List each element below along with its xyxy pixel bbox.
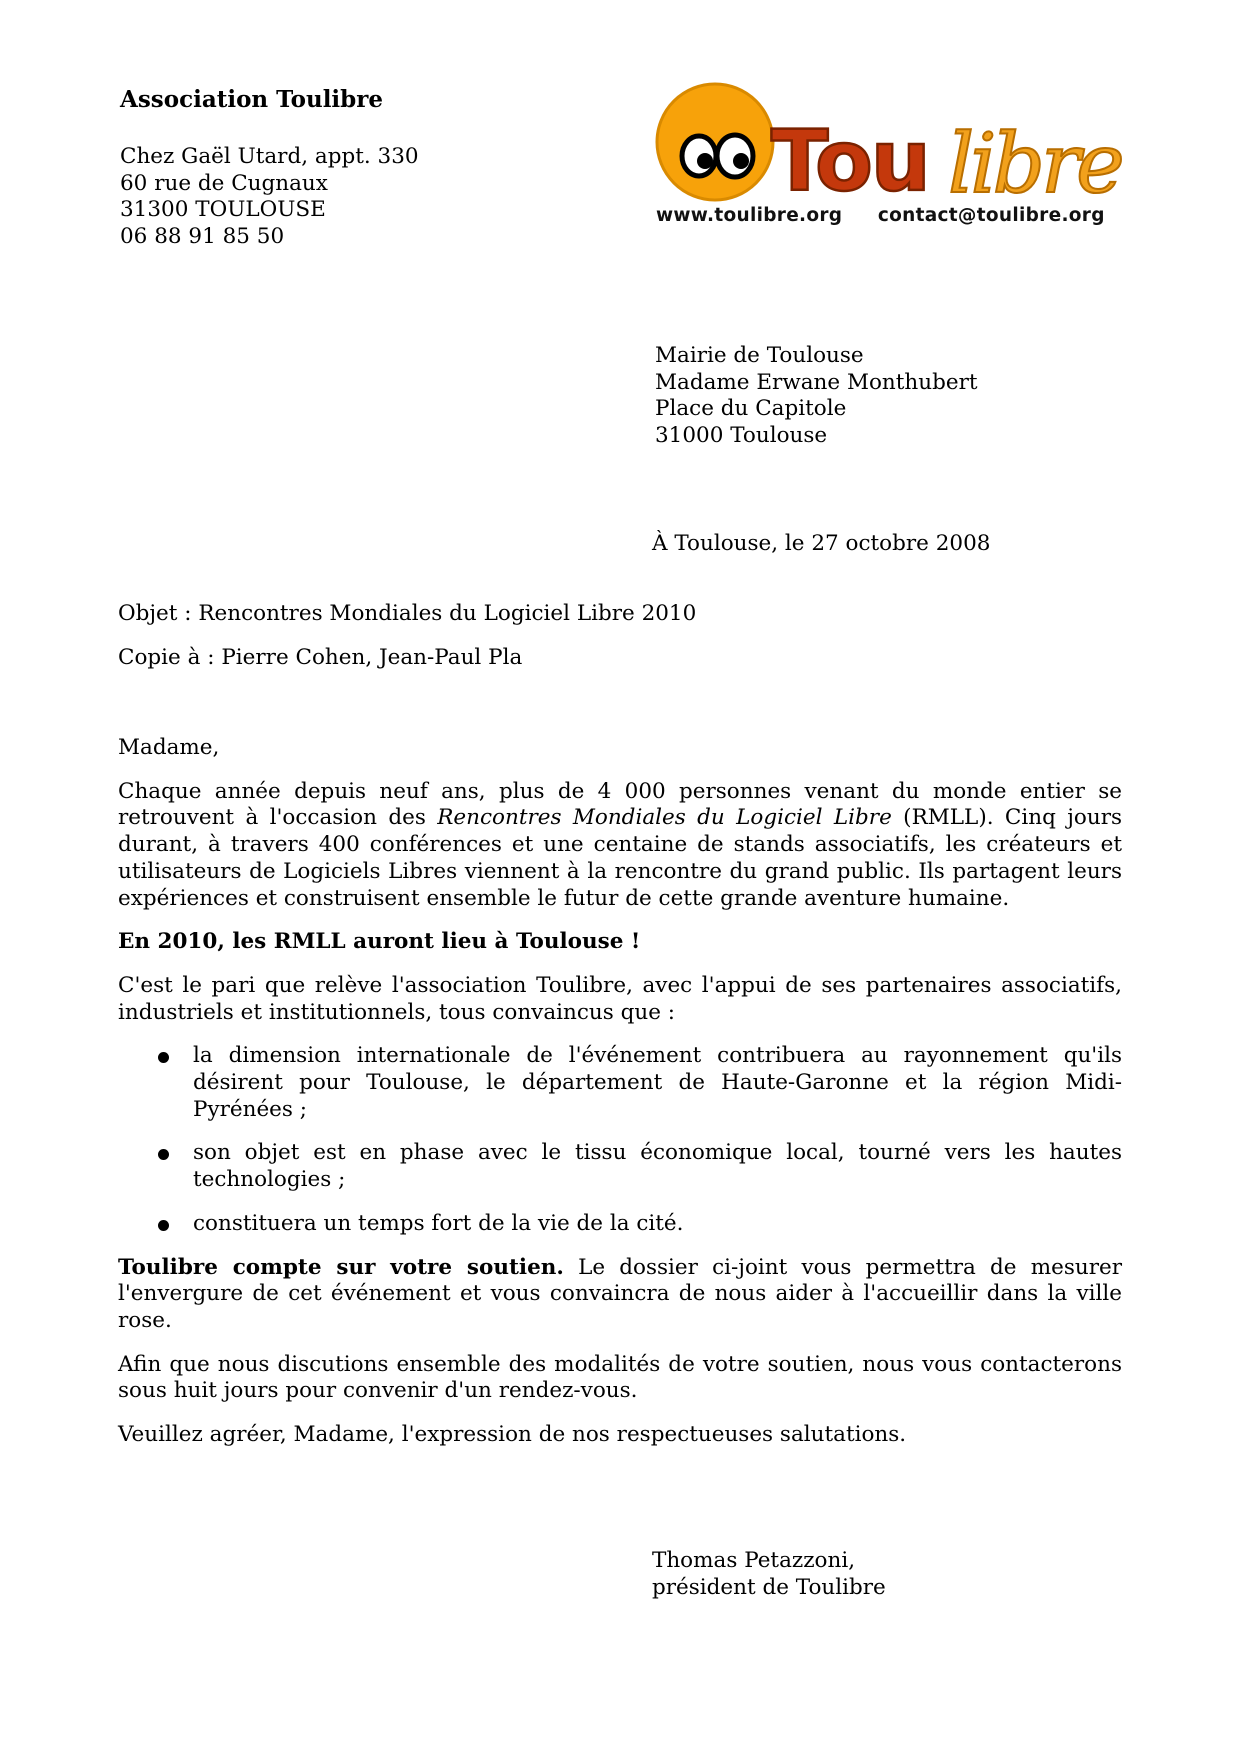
list-item (118, 1211, 1122, 1238)
letter-object: Objet : Rencontres Mondiales du Logiciel Libre 2010 (118, 601, 697, 626)
paragraph-support (118, 1255, 1122, 1335)
email-link[interactable]: contact@toulibre.org (877, 205, 1105, 226)
sender-address (120, 144, 419, 251)
letter-copy: Copie à : Pierre Cohen, Jean-Paul Pla (118, 645, 523, 670)
bullet-icon (158, 1052, 169, 1063)
sender-address-line: 31300 TOULOUSE (120, 197, 326, 223)
salutation: Madame, (118, 735, 220, 760)
list-item-text: son objet est en phase avec le tissu économique local, tourné vers les hautes technologies ; (193, 1140, 1122, 1193)
headline: En 2010, les RMLL auront lieu à Toulouse ! (118, 929, 641, 955)
recipient-line: Madame Erwane Monthubert (655, 369, 978, 395)
list-item (118, 1140, 1122, 1193)
website-link[interactable]: www.toulibre.org (656, 205, 843, 226)
list-item (118, 1043, 1122, 1123)
recipient-line: 31000 Toulouse (655, 423, 828, 449)
support-text: Le dossier ci-joint vous permettra de mesurer l'envergure de cet événement et vous convaincra de nous aider à l'accueillir dans la ville rose. (118, 1254, 1122, 1333)
signature-block (652, 1548, 886, 1601)
recipient-line: Place du Capitole (655, 396, 847, 422)
paragraph-intro (118, 779, 1122, 913)
list-item-text: constituera un temps fort de la vie de la cité. (193, 1210, 684, 1236)
bullet-list (118, 1043, 1122, 1237)
recipient-line: Mairie de Toulouse (655, 343, 864, 368)
signatory-name: Thomas Petazzoni, (652, 1548, 856, 1573)
logo-text-libre: libre (948, 117, 1121, 212)
letter-body (118, 735, 1122, 1466)
paragraph-contact: Afin que nous discutions ensemble des modalités de votre soutien, nous vous contacterons sous huit jours pour convenir d'un rendez-vous. (118, 1351, 1122, 1404)
bullet-icon (158, 1149, 169, 1160)
sender-phone: 06 88 91 85 50 (120, 224, 285, 250)
list-item-text: la dimension internationale de l'événement contribuera au rayonnement qu'ils désirent pour Toulouse, le département de Haute-Garonne et la région Midi-Pyrénées ; (193, 1043, 1122, 1122)
logo-text-tou: Tou (771, 112, 929, 210)
sender-address-line: Chez Gaël Utard, appt. 330 (120, 144, 419, 169)
event-name: Rencontres Mondiales du Logiciel Libre (437, 805, 892, 831)
logo-contact-line (656, 205, 1105, 226)
signatory-title: président de Toulibre (652, 1574, 886, 1600)
sender-name: Association Toulibre (120, 86, 384, 113)
bullet-icon (158, 1220, 169, 1231)
support-emphasis: Toulibre compte sur votre soutien. (118, 1254, 564, 1280)
paragraph-intro-end: (RMLL). Cinq jours durant, à travers 400 conférences et une centaine de stands associatifs, les créateurs et utilisateurs de Logiciels Libres viennent à la rencontre du grand public. Ils partagent leurs expériences et construisent ensemble le futur de cette grande aventure humaine. (118, 805, 1123, 911)
paragraph-partners: C'est le pari que relève l'association Toulibre, avec l'appui de ses partenaires associatifs, industriels et institutionnels, tous convaincus que : (118, 972, 1122, 1025)
sender-address-line: 60 rue de Cugnaux (120, 170, 328, 196)
recipient-address (655, 343, 978, 450)
letter-date: À Toulouse, le 27 octobre 2008 (652, 531, 991, 556)
closing-formula: Veuillez agréer, Madame, l'expression de nos respectueuses salutations. (118, 1422, 907, 1448)
paragraph-intro-start: Chaque année depuis neuf ans, plus de 4 000 personnes venant du monde entier se retrouvent à l'occasion des (118, 778, 1122, 831)
